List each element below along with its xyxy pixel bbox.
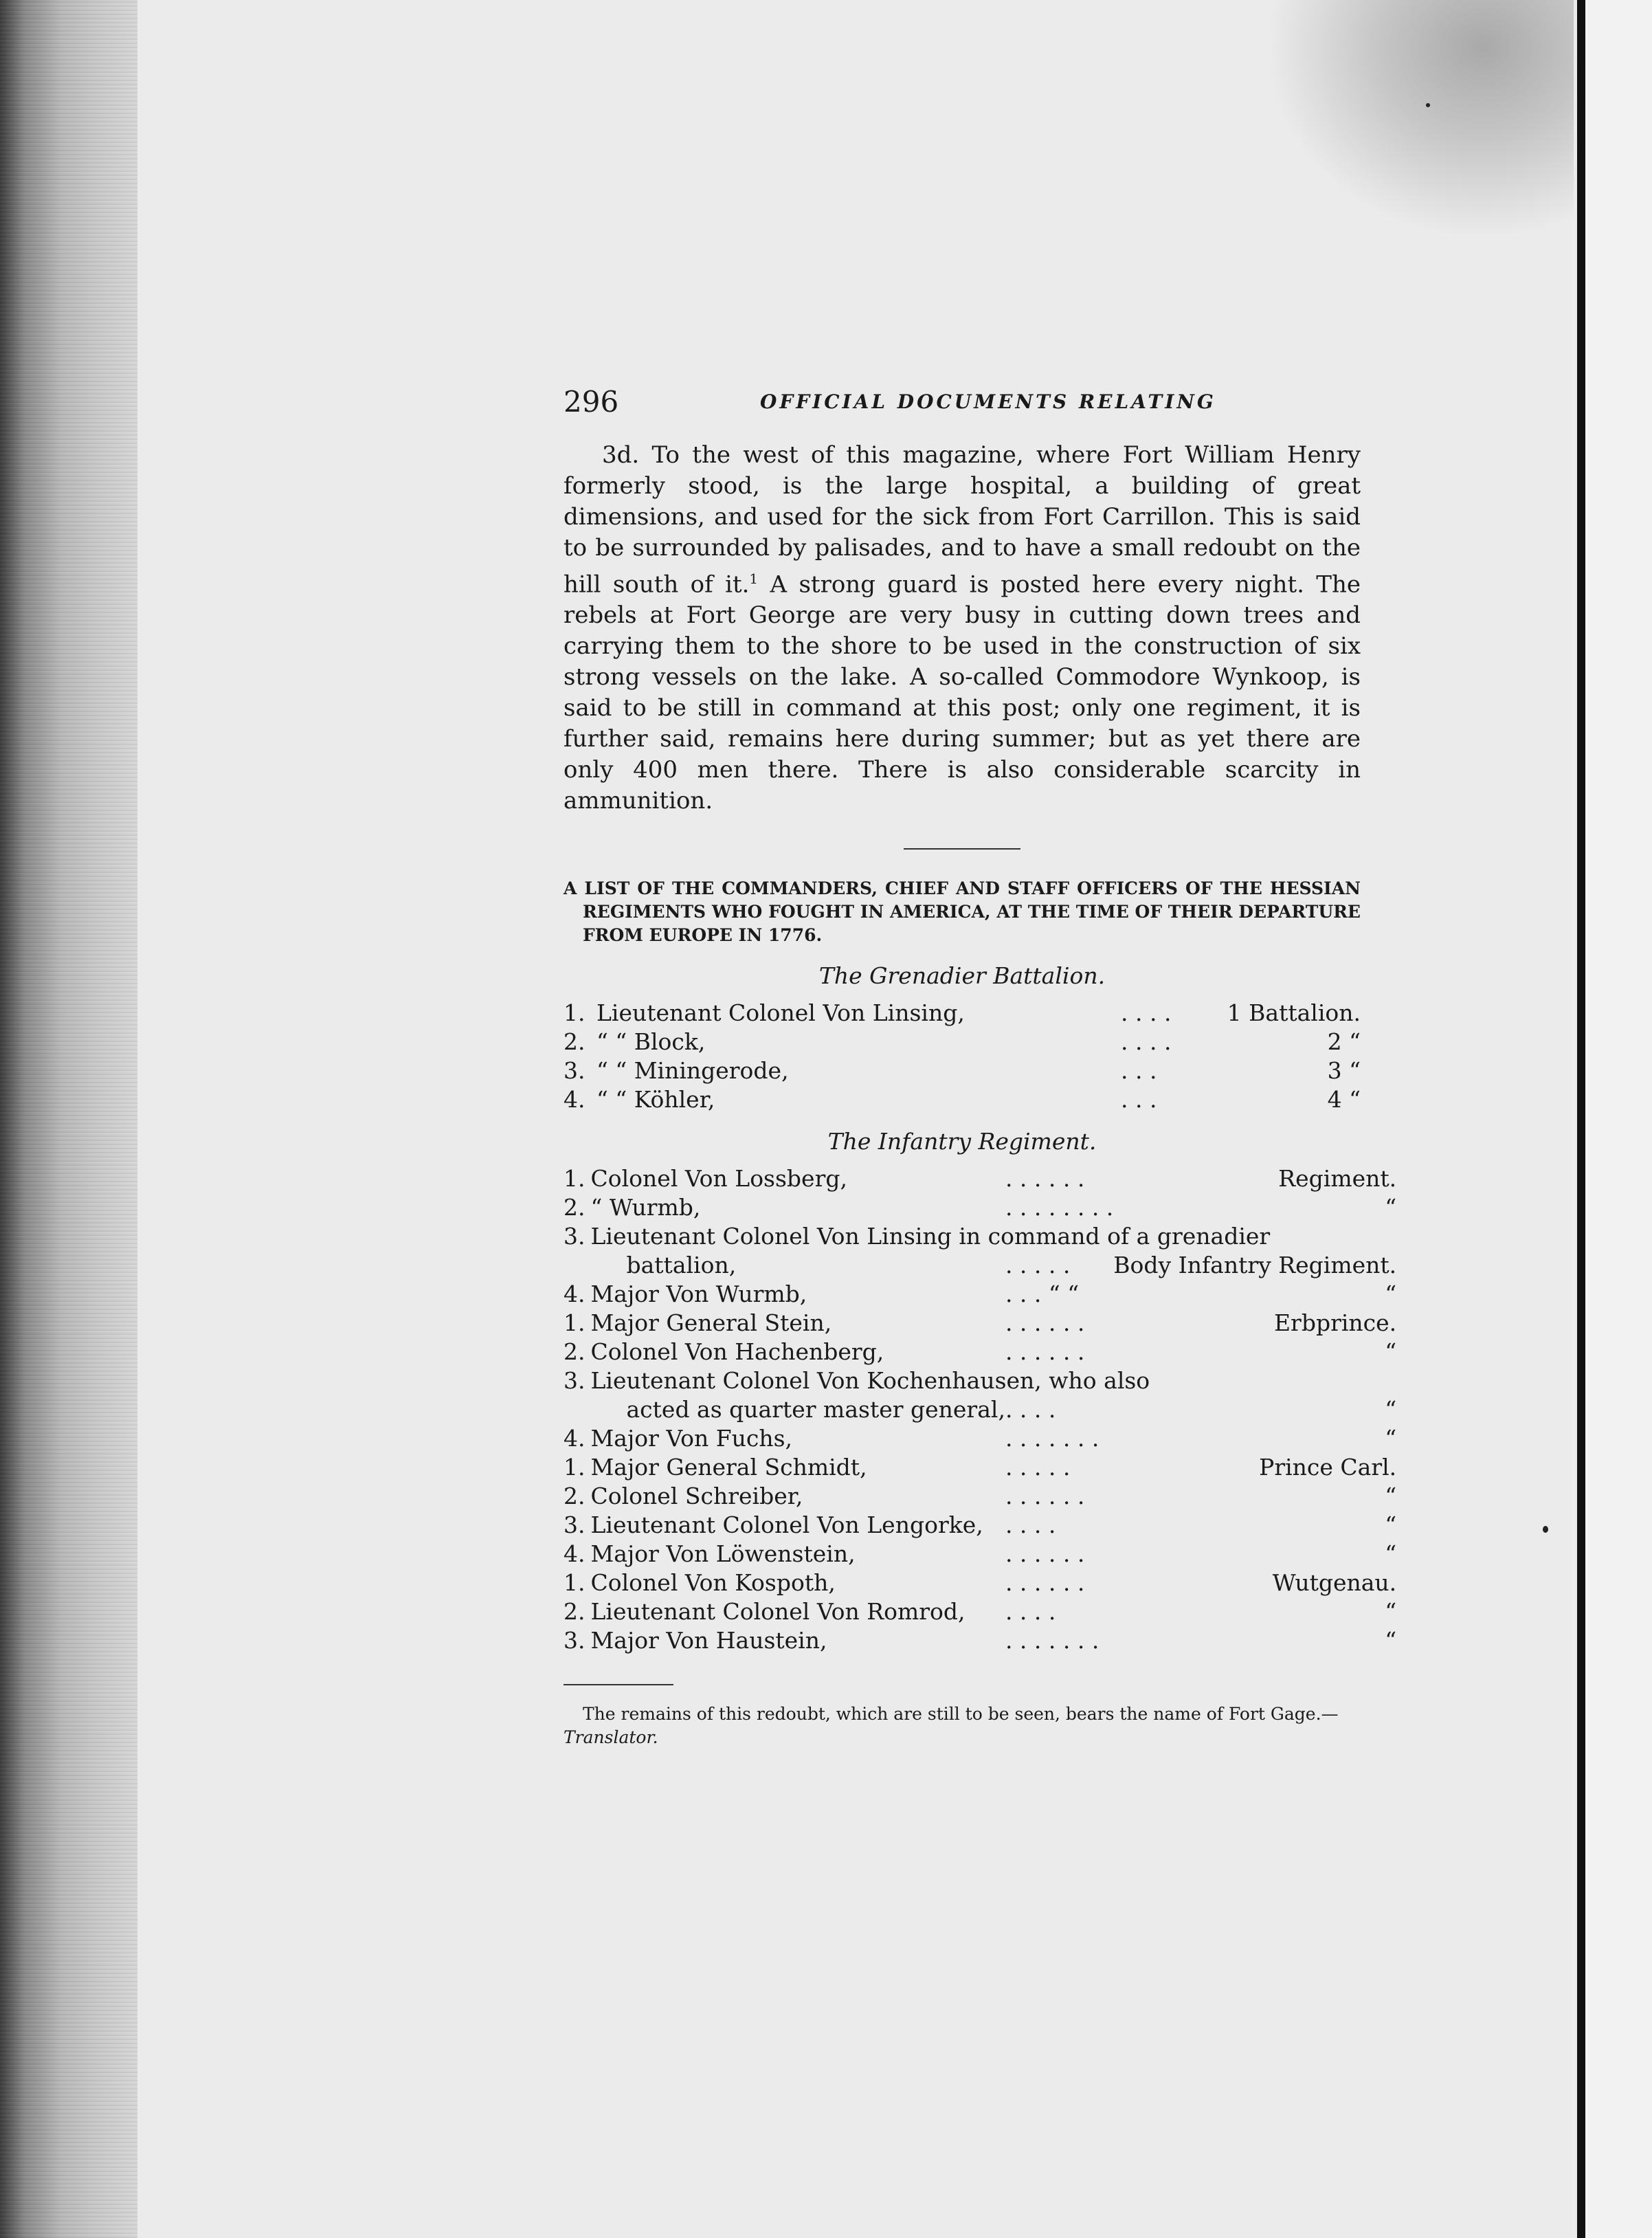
officer-name: Colonel Schreiber, [590,1483,803,1510]
officer-name: Colonel Von Hachenberg, [590,1338,884,1366]
row-number: 2. [563,1598,585,1626]
unit-name: “ [1385,1194,1397,1221]
unit-name: “ [1385,1483,1397,1510]
row-number: 1. [563,1165,585,1193]
infantry-heading: The Infantry Regiment. [827,1128,1097,1155]
row-number [563,1250,585,1278]
unit-name: “ [1385,1511,1397,1539]
roster-row [563,1336,1396,1365]
leader-dots: . . . . [1121,999,1172,1027]
footnote-rule [563,1684,673,1685]
officer-name: Major Von Fuchs, [590,1425,793,1452]
officer-name: Lieutenant Colonel Von Lengorke, [590,1511,983,1539]
leader-dots: . . . . [1121,1028,1172,1056]
roster-row [563,1026,1361,1055]
unit-name: Body Infantry Regiment. [1113,1252,1397,1279]
roster-row [563,1394,1396,1423]
row-number: 4. [563,1086,585,1114]
paragraph-text-b: A strong guard is posted here every night. The rebels at Fort George are very busy in cutting down trees and carrying them to the shore to be used in the construction of six strong vessels on the lake. A so-called Commodore Wynkoop, is said to be still in command at this post; only one regiment, it is further said, remains here during summer; but as yet there are only 400 men there. There is also considerable scarcity in ammunition. [563,570,1361,815]
leader-dots: . . . . [1005,1396,1056,1423]
officer-name: Major General Schmidt, [590,1454,867,1481]
officer-name: Lieutenant Colonel Von Kochenhausen, who also [590,1367,1150,1395]
roster-row [563,1192,1396,1221]
officer-name: Major Von Haustein, [590,1627,827,1654]
row-number: 4. [563,1281,585,1308]
list-heading [563,877,1361,947]
leader-dots: . . . . [1005,1511,1056,1539]
unit-name: 4 “ [1327,1086,1361,1114]
roster-row [563,1423,1396,1452]
page-content [563,385,1397,1766]
officer-name: Lieutenant Colonel Von Romrod, [590,1598,965,1626]
row-number: 2. [563,1028,585,1056]
officer-name: Lieutenant Colonel Von Linsing, [596,999,965,1027]
officer-name: “ Wurmb, [590,1194,701,1221]
roster-row [563,1055,1361,1084]
grenadier-table [563,997,1361,1113]
leader-dots: . . . . . . . . [1005,1194,1114,1221]
ink-speck [1543,1526,1548,1533]
roster-row [563,1452,1396,1481]
unit-name: 1 Battalion. [1227,999,1361,1027]
leader-dots: . . . [1121,1057,1157,1085]
officer-name: battalion, [626,1252,737,1279]
row-number: 4. [563,1425,585,1452]
list-heading-text: A LIST OF THE COMMANDERS, CHIEF AND STAFF OFFICERS OF THE HESSIAN REGIMENTS WHO FOUGHT IN AMERICA, AT THE TIME OF THEIR DEPARTURE FROM EUROPE IN 1776. [563,878,1361,946]
roster-row [563,1307,1396,1336]
officer-name: Lieutenant Colonel Von Linsing in command of a grenadier [590,1223,1271,1250]
roster-row [563,1250,1396,1278]
officer-name: “ “ Miningerode, [596,1057,789,1085]
body-paragraph [563,440,1361,817]
corner-stain [1271,0,1574,234]
row-number: 1. [563,999,585,1027]
roster-row [563,1538,1396,1567]
officer-name: Major General Stein, [590,1309,832,1337]
leader-dots: . . . . . . . [1005,1425,1100,1452]
roster-row [563,1596,1396,1625]
unit-name: “ [1385,1281,1397,1308]
unit-name: “ [1385,1540,1397,1568]
scan-margin [1585,0,1652,2238]
row-number: 4. [563,1540,585,1568]
row-number: 2. [563,1338,585,1366]
leader-dots: . . . [1121,1086,1157,1114]
running-title: OFFICIAL DOCUMENTS RELATING [760,390,1216,413]
roster-row [563,1509,1396,1538]
unit-name: “ [1385,1627,1397,1654]
paragraph-text-a: 3d. To the west of this magazine, where Fort William Henry formerly stood, is the large hospital, a building of great dimensions, and used for the sick from Fort Carrillon. This is said to be surrounded by palisades, and to have a small redoubt on the hill south of it. [563,441,1361,599]
unit-name: “ [1385,1338,1397,1366]
roster-row [563,1365,1396,1394]
infantry-table [563,1163,1396,1654]
roster-row [563,1567,1396,1596]
unit-name: “ [1385,1598,1397,1626]
leader-dots: . . . . . [1005,1252,1071,1279]
leader-dots: . . . . . . [1005,1540,1085,1568]
row-number: 1. [563,1569,585,1597]
leader-dots: . . . . . . [1005,1309,1085,1337]
roster-row [563,1163,1396,1192]
leader-dots: . . . . [1005,1598,1056,1626]
leader-dots: . . . . . . [1005,1483,1085,1510]
footnote-translator: Translator. [563,1727,658,1748]
section-divider [904,848,1020,850]
unit-name: 3 “ [1327,1057,1361,1085]
ink-speck [1426,103,1430,107]
officer-name: Major Von Wurmb, [590,1281,807,1308]
roster-row [563,1625,1396,1654]
unit-name: “ [1385,1425,1397,1452]
roster-row [563,1278,1396,1307]
row-number: 3. [563,1511,585,1539]
unit-name: Erbprince. [1273,1309,1397,1337]
leader-dots: . . . . . [1005,1454,1071,1481]
roster-row [563,1221,1396,1250]
leader-dots: . . . . . . . [1005,1627,1100,1654]
leader-dots: . . . . . . [1005,1165,1085,1193]
page-number: 296 [563,385,619,419]
roster-row [563,997,1361,1026]
unit-name: Regiment. [1278,1165,1397,1193]
unit-name: 2 “ [1327,1028,1361,1056]
row-number: 3. [563,1057,585,1085]
row-number: 2. [563,1483,585,1510]
officer-name: acted as quarter master general, [626,1396,1005,1423]
row-number: 3. [563,1627,585,1654]
leader-dots: . . . . . . [1005,1569,1085,1597]
officer-name: “ “ Block, [596,1028,706,1056]
footnote-marker: 1 [749,570,759,587]
officer-name: “ “ Köhler, [596,1086,715,1114]
footnote-text: The remains of this redoubt, which are still to be seen, bears the name of Fort Gage.— [583,1704,1339,1725]
officer-name: Major Von Löwenstein, [590,1540,856,1568]
row-number: 3. [563,1367,585,1395]
officer-name: Colonel Von Lossberg, [590,1165,847,1193]
row-number: 1. [563,1454,585,1481]
roster-row [563,1084,1361,1113]
row-number: 1. [563,1309,585,1337]
row-number: 3. [563,1223,585,1250]
row-number [563,1394,585,1423]
running-head [563,385,1361,426]
page-right-edge [1577,0,1585,2238]
page-edge-texture [0,0,137,2238]
unit-name: Prince Carl. [1259,1454,1397,1481]
unit-name: Wutgenau. [1272,1569,1397,1597]
leader-dots: . . . “ “ [1005,1281,1080,1308]
roster-row [563,1481,1396,1509]
officer-name: Colonel Von Kospoth, [590,1569,836,1597]
row-number: 2. [563,1194,585,1221]
grenadier-heading: The Grenadier Battalion. [818,962,1106,990]
leader-dots: . . . . . . [1005,1338,1085,1366]
unit-name: “ [1385,1396,1397,1423]
footnote [563,1703,1361,1749]
